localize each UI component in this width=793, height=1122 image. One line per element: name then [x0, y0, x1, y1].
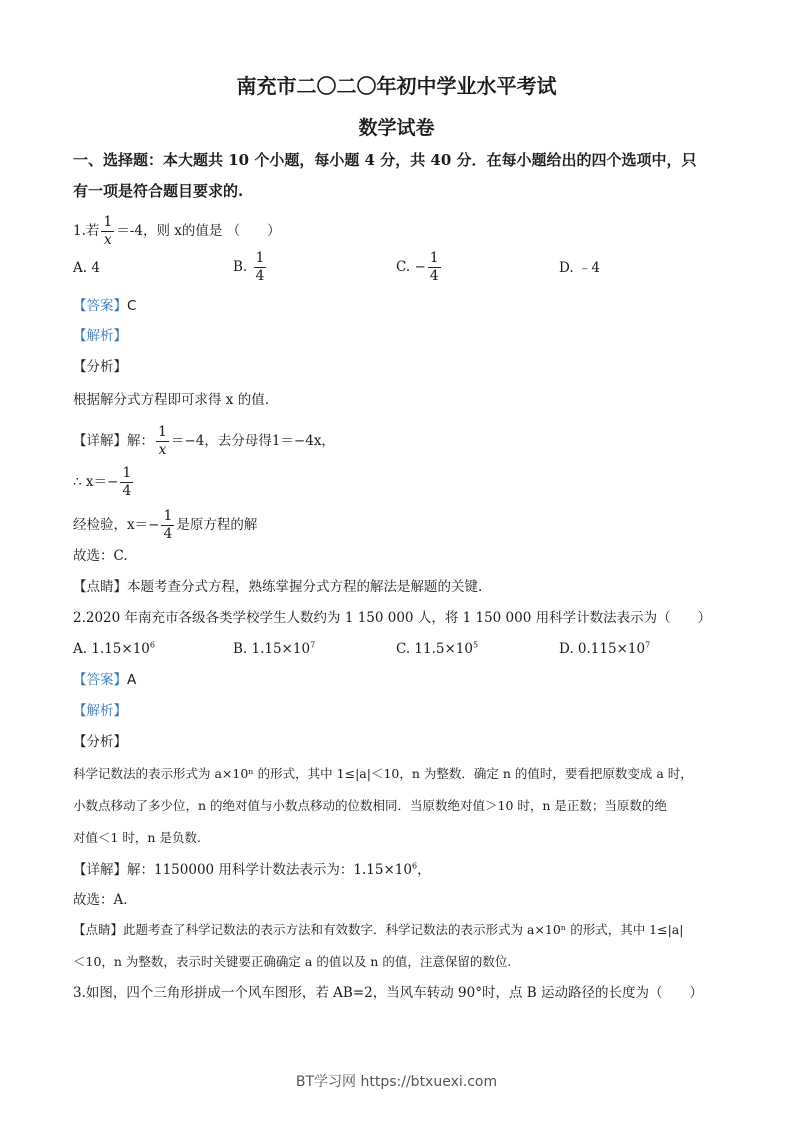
page-title: 南充市二〇二〇年初中学业水平考试 — [236, 74, 557, 98]
q1-fenxi-label: 【分析】 — [73, 359, 127, 375]
q2-dianjing-line2: ＜10，n 为整数，表示时关键要正确确定 a 的值以及 n 的值，注意保留的数位. — [73, 954, 512, 969]
q2-fenxi-line2: 小数点移动了多少位，n 的绝对值与小数点移动的位数相同．当原数绝对值＞10 时，n 是正数；当原数的绝 — [73, 798, 667, 813]
q1-choose: 故选：C. — [73, 548, 128, 564]
q1-option-a: A. 4 — [73, 260, 100, 276]
q2-fenxi-label: 【分析】 — [73, 734, 127, 750]
q2-analysis-label: 【解析】 — [73, 703, 127, 719]
fraction: $\frac{1}{4}$ — [122, 465, 132, 499]
q1-option-b: B. $\frac{1}{4}$ — [233, 250, 265, 284]
fraction: $\frac{1}{x}$ — [158, 424, 167, 458]
section-heading-line2: 有一项是符合题目要求的. — [73, 182, 244, 200]
q2-option-b: B. $1.15\times 10^7$ — [233, 640, 316, 657]
q1-option-c: C. − $\frac{1}{4}$ — [396, 250, 439, 284]
q2-fenxi-line1: 科学记数法的表示形式为 a×10ⁿ 的形式，其中 1≤|a|＜10，n 为整数．确定 n 的值时，要看把原数变成 a 时， — [73, 766, 693, 781]
question-1-stem: 1.若 $\frac{1}{x}$ ＝-4，则 x的值是 （ ） — [73, 214, 281, 248]
fraction: $\frac{1}{x}$ — [103, 214, 113, 248]
section-heading-line1: 一、选择题：本大题共 10 个小题，每小题 4 分，共 40 分．在每小题给出的四个选项中，只 — [73, 151, 697, 169]
q2-option-d: D. $0.115\times 10^7$ — [559, 640, 651, 657]
q1-detail: 【详解】解： $\frac{1}{x}$ ＝−4，去分母得1＝−4x， — [73, 424, 335, 458]
q2-answer: 【答案】A — [73, 672, 137, 688]
q1-therefore: ∴ x＝− $\frac{1}{4}$ — [73, 465, 132, 499]
fraction: $\frac{1}{4}$ — [429, 250, 439, 284]
q1-option-d: D. ﹣4 — [559, 260, 601, 276]
fraction: $\frac{1}{4}$ — [163, 508, 173, 542]
q1-check: 经检验，x＝− $\frac{1}{4}$ 是原方程的解 — [73, 508, 258, 542]
question-3-stem: 3.如图，四个三角形拼成一个风车图形，若 AB=2，当风车转动 90°时，点 B 运动路径的长度为（ ） — [73, 985, 703, 1001]
q2-detail: 【详解】解：1150000 用科学计数法表示为：$1.15\times 10^6$， — [73, 861, 431, 878]
q2-fenxi-line3: 对值＜1 时，n 是负数. — [73, 830, 201, 845]
q2-option-a: A. $1.15\times 10^6$ — [73, 640, 155, 657]
q2-dianjing-line1: 【点睛】此题考查了科学记数法的表示方法和有效数字．科学记数法的表示形式为 a×10ⁿ 的形式，其中 1≤|a| — [73, 922, 684, 937]
q1-analysis-label: 【解析】 — [73, 328, 127, 344]
q2-option-c: C. $11.5\times 10^5$ — [396, 640, 479, 657]
footer-watermark: BT学习网 https://btxuexi.com — [295, 1074, 498, 1090]
q1-answer: 【答案】C — [73, 298, 137, 314]
fraction: $\frac{1}{4}$ — [255, 250, 265, 284]
q2-choose: 故选：A. — [73, 892, 128, 908]
q1-dianjing: 【点睛】本题考查分式方程，熟练掌握分式方程的解法是解题的关键. — [73, 579, 483, 595]
page-subtitle: 数学试卷 — [358, 117, 435, 139]
question-2-stem: 2.2020 年南充市各级各类学校学生人数约为 1 150 000 人，将 1 150 000 用科学计数法表示为（ ） — [73, 610, 712, 626]
q1-fenxi-text: 根据解分式方程即可求得 x 的值. — [73, 392, 269, 408]
